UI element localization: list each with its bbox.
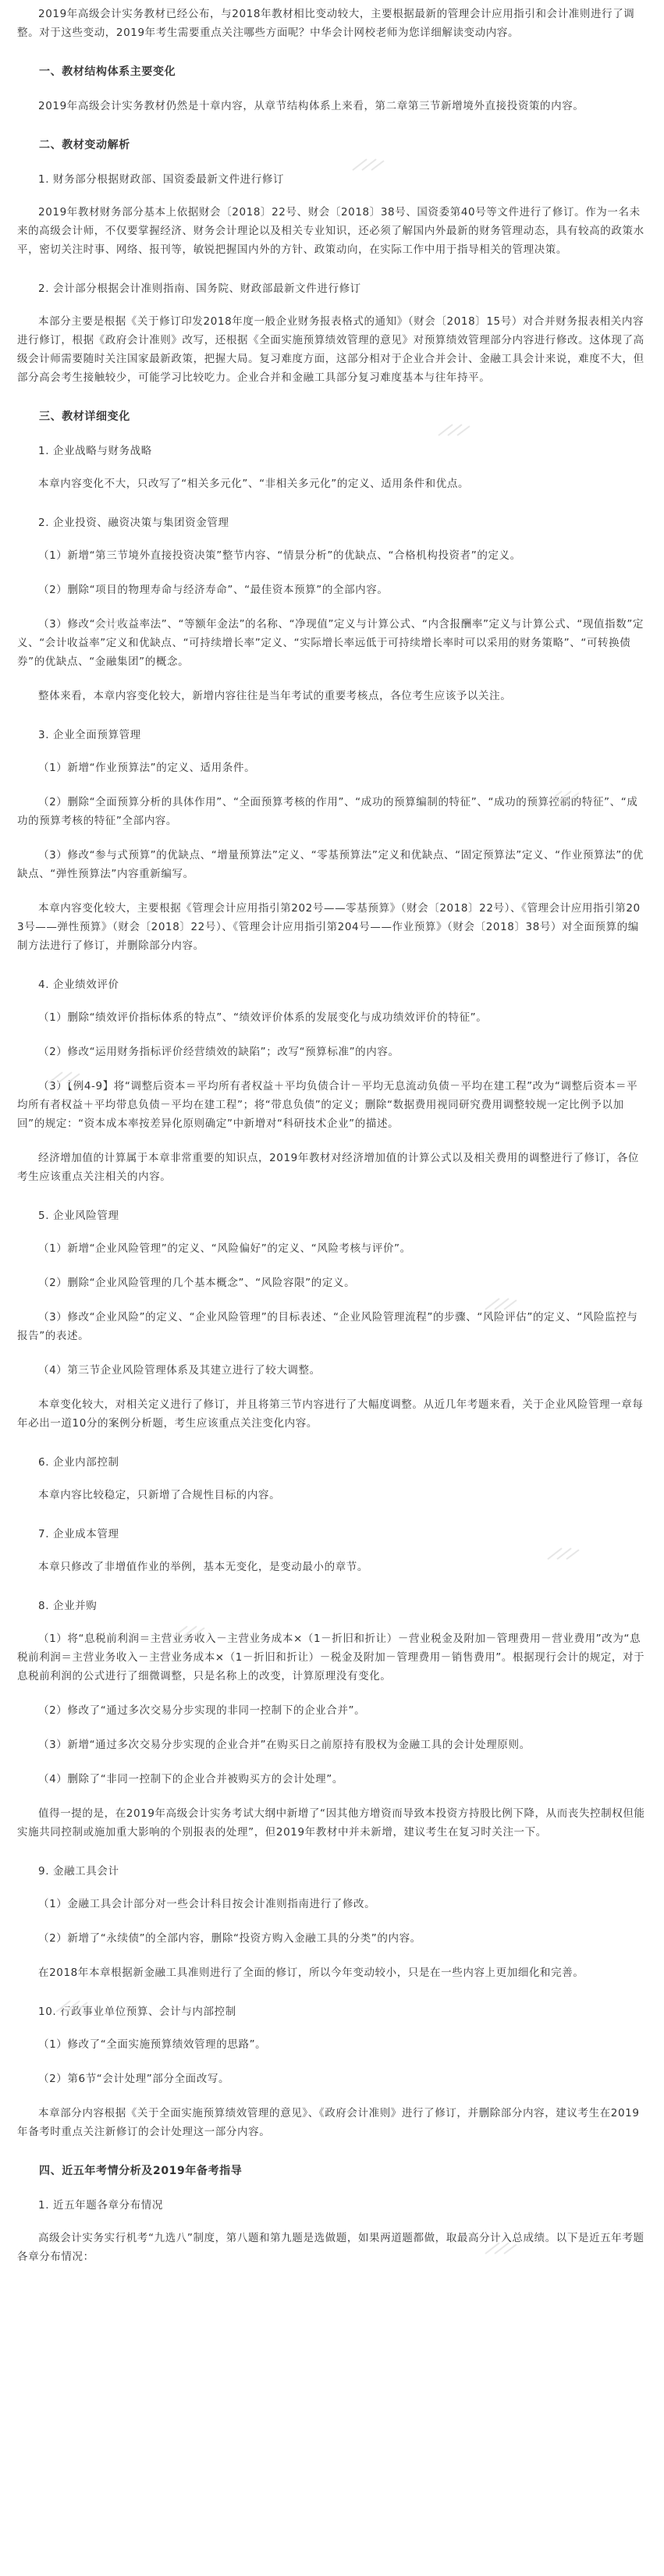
chapter-9-item: （1）金融工具会计部分对一些会计科目按会计准则指南进行了修改。 <box>38 1898 376 1910</box>
chapter-8-item: （1）将“息税前利润＝主营业务收入－主营业务成本×（1－折旧和折让）－营业税金及附加－管理费用－营业费用”改为“息税前利润＝主营业务收入－主营业务成本×（1－折旧和折让）－税金及附加－管理费用－销售费用”。根据现行会计的规定，对于息税前利润的公式进行了细微调整，只是名称上的改变，计算原理没有变化。 <box>17 1633 645 1682</box>
chapter-9-item: （2）新增了“永续债”的全部内容，删除“投资方购入金融工具的分类”的内容。 <box>38 1932 421 1945</box>
intro-paragraph: 2019年高级会计实务教材已经公布，与2018年教材相比变动较大，主要根据最新的管理会计应用指引和会计准则进行了调整。对于这些变动，2019年考生需要重点关注哪些方面呢？中华会计网校老师为您详细解读变动内容。 <box>17 8 635 39</box>
chapter-8-title: 8. 企业并购 <box>38 1600 98 1612</box>
chapter-3-item: （2）删除“全面预算分析的具体作用”、“全面预算考核的作用”、“成功的预算编制的特征”、“成功的预算控制的特征”、“成功的预算考核的特征”全部内容。 <box>17 796 638 827</box>
chapter-8-summary: 值得一提的是，在2019年高级会计实务考试大纲中新增了“因其他方增资而导致本投资方持股比例下降，从而丧失控制权但能实施共同控制或施加重大影响的个别报表的处理”，但2019年教材中并未新增，建议考生在复习时关注一下。 <box>17 1807 645 1839</box>
chapter-1-title: 1. 企业战略与财务战略 <box>38 445 152 457</box>
chapter-7-text: 本章只修改了非增值作业的举例，基本无变化，是变动最小的章节。 <box>38 1561 368 1573</box>
chapter-5-item: （4）第三节企业风险管理体系及其建立进行了较大调整。 <box>38 1364 321 1377</box>
chapter-5-item: （1）新增“企业风险管理”的定义、“风险偏好”的定义、“风险考核与评价”。 <box>38 1242 411 1255</box>
chapter-2-item: （1）新增“第三节境外直接投资决策”整节内容、“情景分析”的优缺点、“合格机构投资者”的定义。 <box>38 549 521 562</box>
chapter-3-item: （1）新增“作业预算法”的定义、适用条件。 <box>38 762 256 774</box>
chapter-2-item: （3）修改“会计收益率法”、“等额年金法”的名称、“净现值”定义与计算公式、“内含报酬率”定义与计算公式、“现值指数”定义、“会计收益率”定义和优缺点、“可持续增长率”定义、“实际增长率远低于可持续增长率时可以采用的财务策略”、“可转换债券”的优缺点、“金融集团”的概念。 <box>17 618 644 668</box>
chapter-4-summary: 经济增加值的计算属于本章非常重要的知识点，2019年教材对经济增加值的计算公式以及相关费用的调整进行了修订，各位考生应该重点关注相关的内容。 <box>17 1152 639 1183</box>
section-heading-structure: 一、教材结构体系主要变化 <box>39 66 176 78</box>
section-heading-details: 三、教材详细变化 <box>39 410 130 423</box>
chapter-8-item: （4）删除了“非同一控制下的企业合并被购买方的会计处理”。 <box>38 1773 343 1785</box>
exam-subheading: 1. 近五年题各章分布情况 <box>38 2199 163 2212</box>
chapter-5-summary: 本章变化较大，对相关定义进行了修订，并且将第三节内容进行了大幅度调整。从近几年考题来看，关于企业风险管理一章每年必出一道10分的案例分析题，考生应该重点关注变化内容。 <box>17 1398 644 1430</box>
chapter-9-summary: 在2018年本章根据新金融工具准则进行了全面的修订，所以今年变动较小，只是在一些内容上更加细化和完善。 <box>38 1967 584 1979</box>
analysis-subheading-accounting: 2. 会计部分根据会计准则指南、国务院、财政部最新文件进行修订 <box>38 282 361 295</box>
chapter-2-item: （2）删除“项目的物理寿命与经济寿命”、“最佳资本预算”的全部内容。 <box>38 584 389 596</box>
structure-paragraph: 2019年高级会计实务教材仍然是十章内容，从章节结构体系上来看，第二章第三节新增境外直接投资策的内容。 <box>38 100 584 112</box>
chapter-5-item: （2）删除“企业风险管理的几个基本概念”、“风险容限”的定义。 <box>38 1277 356 1289</box>
chapter-10-item: （1）修改了“全面实施预算绩效管理的思路”。 <box>38 2038 267 2051</box>
chapter-3-title: 3. 企业全面预算管理 <box>38 729 141 741</box>
chapter-8-item: （3）新增“通过多次交易分步实现的企业合并”在购买日之前原持有股权为金融工具的会计处理原则。 <box>38 1739 531 1751</box>
section-heading-exam: 四、近五年考情分析及2019年备考指导 <box>39 2165 243 2177</box>
chapter-2-title: 2. 企业投资、融资决策与集团资金管理 <box>38 517 229 529</box>
chapter-3-summary: 本章内容变化较大，主要根据《管理会计应用指引第202号——零基预算》（财会〔2018〕22号）、《管理会计应用指引第203号——弹性预算》（财会〔2018〕22号）、《管理会计应用指引第204号——作业预算》（财会〔2018〕38号）对全面预算的编制方法进行了修订，并删除部分内容。 <box>17 902 641 952</box>
chapter-6-title: 6. 企业内部控制 <box>38 1456 119 1469</box>
analysis-paragraph-finance: 2019年教材财务部分基本上依据财会〔2018〕22号、财会〔2018〕38号、国资委第40号等文件进行了修订。作为一名未来的高级会计师，不仅要掌握经济、财务会计理论以及相关专业知识，还必须了解国内外最新的财务管理动态，具有较高的政策水平，密切关注时事、网络、报刊等，敏锐把握国内外的方针、政策动向，在实际工作中用于指导相关的管理决策。 <box>17 206 644 256</box>
chapter-4-item: （2）修改“运用财务指标评价经营绩效的缺陷”；改写“预算标准”的内容。 <box>38 1046 399 1058</box>
chapter-9-title: 9. 金融工具会计 <box>38 1865 119 1878</box>
analysis-paragraph-accounting: 本部分主要是根据《关于修订印发2018年度一般企业财务报表格式的通知》（财会〔2018〕15号）对合并财务报表相关内容进行修订，根据《政府会计准则》改写，还根据《全面实施预算绩效管理的意见》对预算绩效管理部分内容进行修改。这体现了高级会计师需要随时关注国家最新政策，把握大局。复习难度方面，这部分相对于企业合并会计、金融工具会计来说，难度不大，但部分高会考生接触较少，可能学习比较吃力。企业合并和金融工具部分复习难度基本与往年持平。 <box>17 315 644 384</box>
chapter-2-summary: 整体来看，本章内容变化较大，新增内容往往是当年考试的重要考核点，各位考生应该予以关注。 <box>38 690 512 702</box>
chapter-10-title: 10. 行政事业单位预算、会计与内部控制 <box>38 2006 236 2018</box>
exam-paragraph: 高级会计实务实行机考“九选八”制度，第八题和第九题是选做题，如果两道题都做，取最高分计入总成绩。以下是近五年考题各章分布情况： <box>17 2232 644 2263</box>
chapter-3-item: （3）修改“参与式预算”的优缺点、“增量预算法”定义、“零基预算法”定义和优缺点、“固定预算法”定义、“作业预算法”的优缺点、“弹性预算法”内容重新编写。 <box>17 849 644 880</box>
chapter-7-title: 7. 企业成本管理 <box>38 1528 119 1540</box>
chapter-10-item: （2）第6节“会计处理”部分全面改写。 <box>38 2073 230 2085</box>
analysis-subheading-finance: 1. 财务部分根据财政部、国资委最新文件进行修订 <box>38 173 285 186</box>
chapter-1-text: 本章内容变化不大，只改写了“相关多元化”、“非相关多元化”的定义、适用条件和优点。 <box>38 478 470 490</box>
chapter-6-text: 本章内容比较稳定，只新增了合规性目标的内容。 <box>38 1489 281 1501</box>
chapter-10-summary: 本章部分内容根据《关于全面实施预算绩效管理的意见》、《政府会计准则》进行了修订，并删除部分内容，建议考生在2019年备考时重点关注新修订的会计处理这一部分内容。 <box>17 2107 640 2138</box>
section-heading-analysis: 二、教材变动解析 <box>39 139 130 151</box>
chapter-5-item: （3）修改“企业风险”的定义、“企业风险管理”的目标表述、“企业风险管理流程”的步骤、“风险评估”的定义、“风险监控与报告”的表述。 <box>17 1311 638 1342</box>
chapter-4-title: 4. 企业绩效评价 <box>38 979 119 991</box>
chapter-4-item: （3）【例4-9】将“调整后资本＝平均所有者权益＋平均负债合计－平均无息流动负债－平均在建工程”改为“调整后资本＝平均所有者权益＋平均带息负债－平均在建工程”；将“带息负债”的定义；删除“数据费用视同研究费用调整较规一定比例予以加回”的规定：“资本成本率按差异化原则确定”中新增对“科研技术企业”的描述。 <box>17 1080 638 1130</box>
chapter-5-title: 5. 企业风险管理 <box>38 1210 119 1222</box>
chapter-4-item: （1）删除“绩效评价指标体系的特点”、“绩效评价体系的发展变化与成功绩效评价的特征”。 <box>38 1011 488 1024</box>
chapter-8-item: （2）修改了“通过多次交易分步实现的非同一控制下的企业合并”。 <box>38 1704 366 1717</box>
